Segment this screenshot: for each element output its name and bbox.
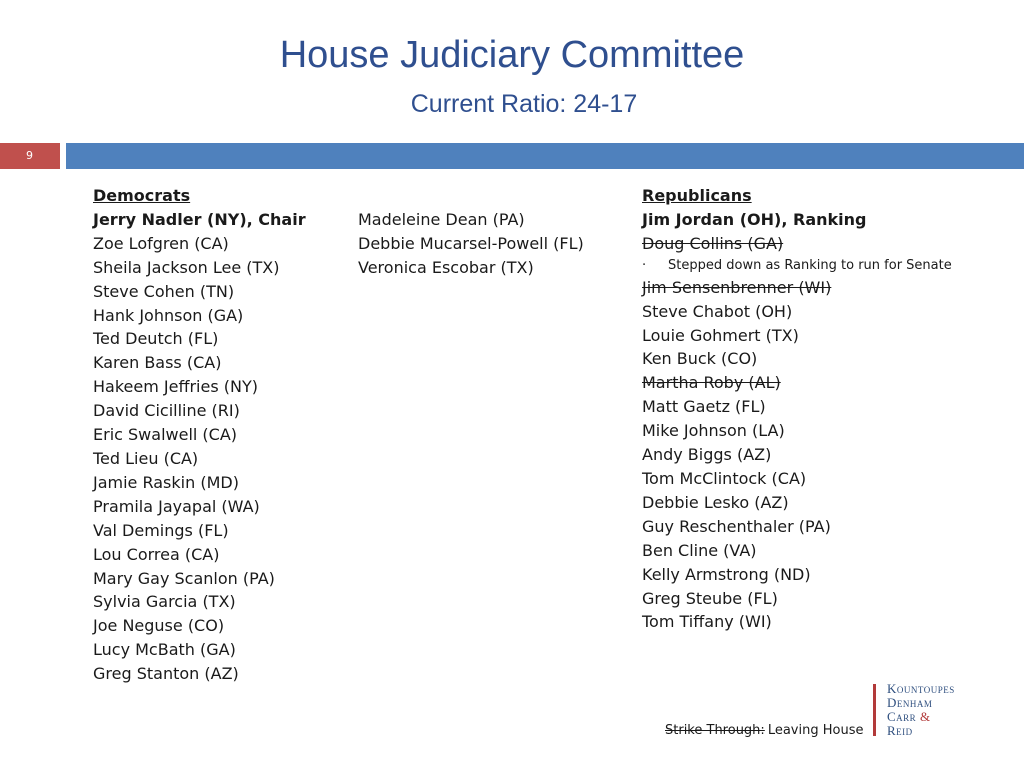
democrat-member: Ted Deutch (FL) xyxy=(93,329,219,349)
slide-number: 9 xyxy=(0,143,60,169)
democrat-member: Hank Johnson (GA) xyxy=(93,305,244,325)
bullet-icon: · xyxy=(642,257,647,273)
republicans-column xyxy=(642,184,952,634)
democrat-member: Debbie Mucarsel-Powell (FL) xyxy=(358,233,584,253)
democrat-member: Hakeem Jeffries (NY) xyxy=(93,377,258,397)
republican-member-leaving: Doug Collins (GA) xyxy=(642,233,784,253)
democrat-member: Lucy McBath (GA) xyxy=(93,640,236,660)
democrat-member: Greg Stanton (AZ) xyxy=(93,664,239,684)
republican-member: Andy Biggs (AZ) xyxy=(642,445,772,465)
republican-member: Ben Cline (VA) xyxy=(642,540,757,560)
republican-member: Matt Gaetz (FL) xyxy=(642,397,766,417)
logo-line xyxy=(887,710,955,724)
firm-logo xyxy=(873,682,993,740)
democrat-member: Steve Cohen (TN) xyxy=(93,281,235,301)
header-divider-bar xyxy=(66,143,1024,169)
republican-member: Tom Tiffany (WI) xyxy=(642,612,772,632)
logo-line: Kountoupes xyxy=(887,681,955,696)
democrat-member: Sylvia Garcia (TX) xyxy=(93,592,236,612)
strike-through-legend xyxy=(665,723,863,738)
logo-wordmark xyxy=(887,682,955,738)
republican-member-leaving: Martha Roby (AL) xyxy=(642,373,781,393)
democrat-member: Veronica Escobar (TX) xyxy=(358,257,534,277)
democrats-chair: Jerry Nadler (NY), Chair xyxy=(93,209,306,229)
logo-line-name: Carr xyxy=(887,709,917,724)
republican-member: Mike Johnson (LA) xyxy=(642,421,785,441)
republican-member: Debbie Lesko (AZ) xyxy=(642,492,789,512)
legend-meaning: Leaving House xyxy=(767,723,864,738)
republican-member: Steve Chabot (OH) xyxy=(642,301,793,321)
republican-member-leaving: Jim Sensenbrenner (WI) xyxy=(642,277,832,297)
republicans-heading: Republicans xyxy=(642,186,752,205)
democrats-heading: Democrats xyxy=(93,186,191,205)
democrat-member: David Cicilline (RI) xyxy=(93,401,240,421)
democrats-column-2 xyxy=(358,208,584,280)
republican-member: Kelly Armstrong (ND) xyxy=(642,564,811,584)
legend-strike-label: Strike Through: xyxy=(665,723,765,738)
collins-note-text: Stepped down as Ranking to run for Senate xyxy=(668,257,952,273)
slide-title: House Judiciary Committee xyxy=(279,34,745,76)
logo-line: Reid xyxy=(887,723,913,738)
republican-member: Guy Reschenthaler (PA) xyxy=(642,516,831,536)
republican-member: Louie Gohmert (TX) xyxy=(642,325,799,345)
republican-member: Tom McClintock (CA) xyxy=(642,468,807,488)
democrat-member: Pramila Jayapal (WA) xyxy=(93,496,260,516)
collins-note xyxy=(642,256,952,276)
democrat-member: Eric Swalwell (CA) xyxy=(93,425,238,445)
slide-subtitle: Current Ratio: 24-17 xyxy=(410,90,638,118)
democrat-member: Karen Bass (CA) xyxy=(93,353,222,373)
republican-member: Greg Steube (FL) xyxy=(642,588,778,608)
democrat-member: Jamie Raskin (MD) xyxy=(93,472,239,492)
logo-accent-bar xyxy=(873,684,876,736)
democrat-member: Sheila Jackson Lee (TX) xyxy=(93,257,280,277)
democrat-member: Ted Lieu (CA) xyxy=(93,448,199,468)
democrat-member: Lou Correa (CA) xyxy=(93,544,220,564)
democrat-member: Zoe Lofgren (CA) xyxy=(93,233,229,253)
logo-line: Denham xyxy=(887,695,933,710)
democrats-column-1 xyxy=(93,184,306,686)
republicans-ranking: Jim Jordan (OH), Ranking xyxy=(642,209,867,229)
republican-member: Ken Buck (CO) xyxy=(642,349,758,369)
democrat-member: Joe Neguse (CO) xyxy=(93,616,225,636)
democrat-member: Val Demings (FL) xyxy=(93,520,229,540)
democrat-member: Madeleine Dean (PA) xyxy=(358,210,525,229)
logo-ampersand: & xyxy=(919,709,931,724)
democrat-member: Mary Gay Scanlon (PA) xyxy=(93,568,275,588)
